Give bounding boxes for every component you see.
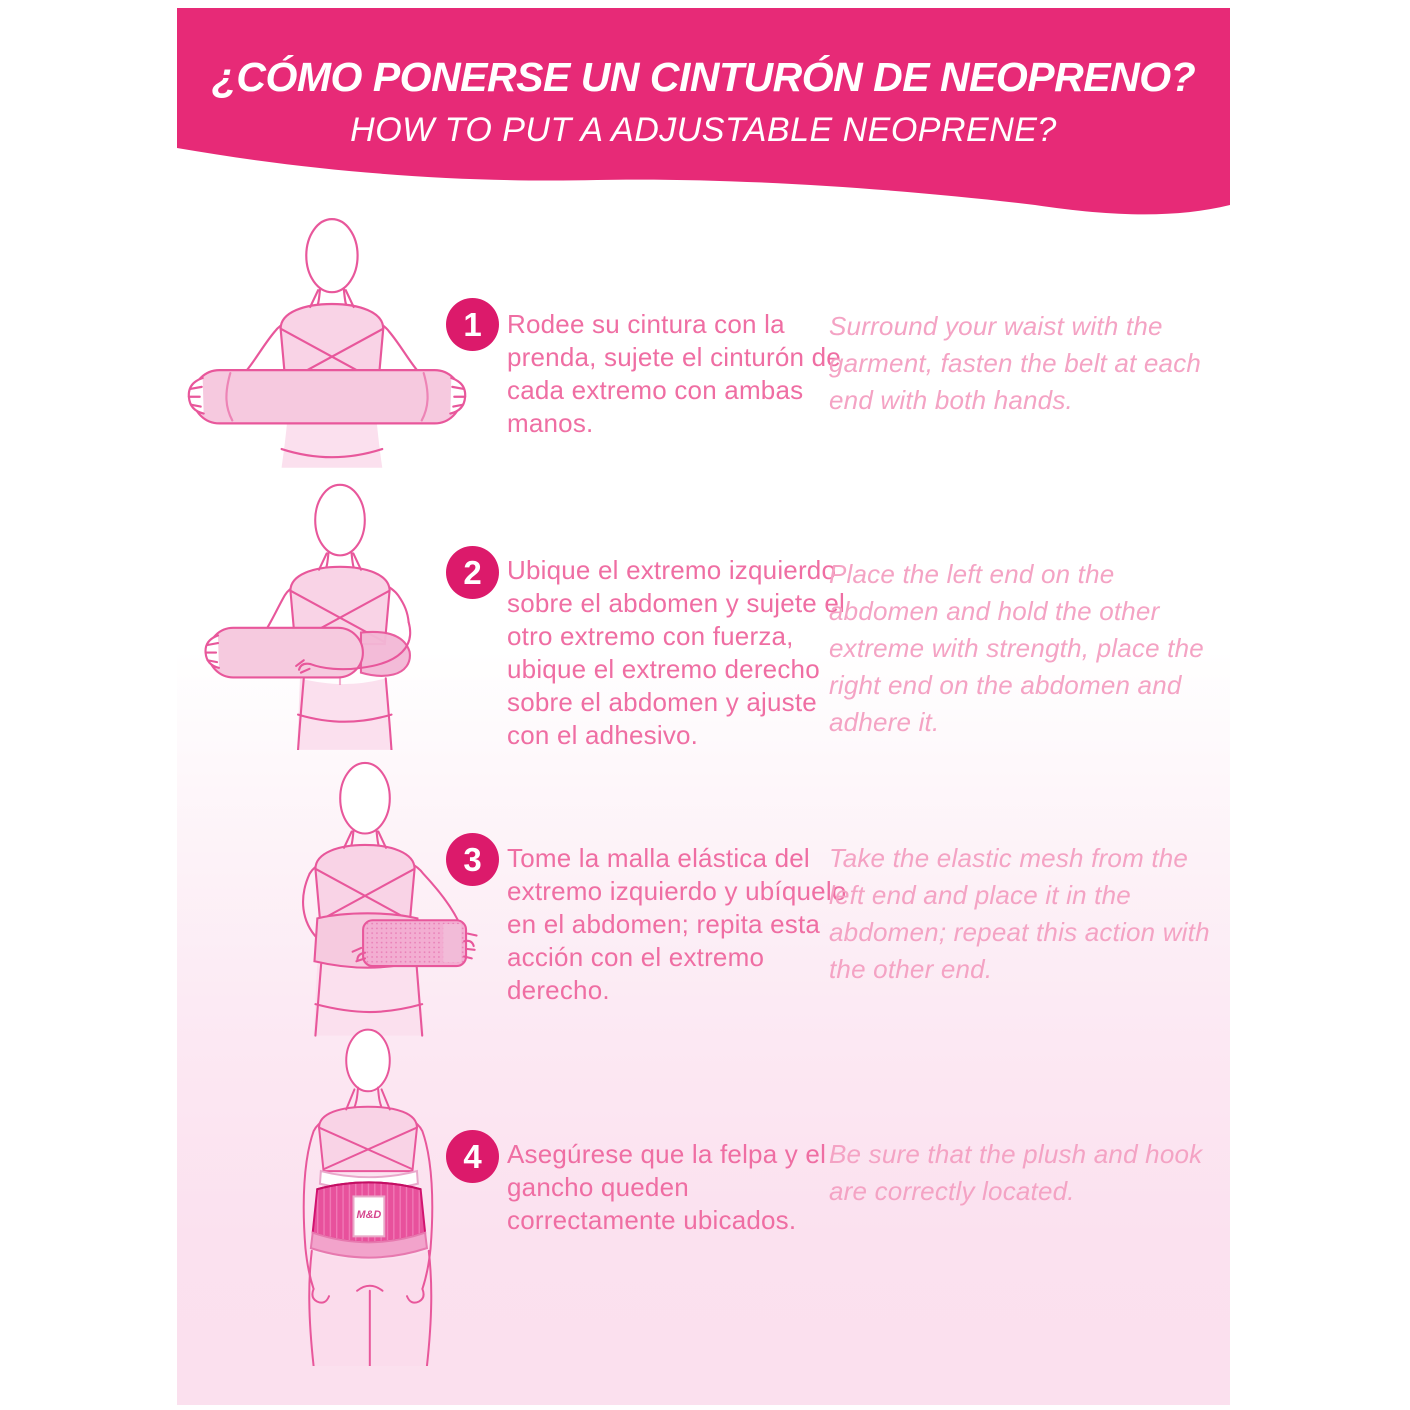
step-2-text-es: Ubique el extremo izquierdo sobre el abdomen y sujete el otro extremo con fuerza, ubique el extremo derecho sobre el abdomen y ajuste con el adhesivo. [507, 555, 846, 750]
page-title: ¿CÓMO PONERSE UN CINTURÓN DE NEOPRENO? [211, 54, 1196, 100]
step-4-text-es: Asegúrese que la felpa y el gancho queden correctamente ubicados. [507, 1139, 827, 1235]
step-4-number: 4 [463, 1137, 482, 1175]
step-1-number-badge [446, 298, 499, 351]
instruction-poster [177, 8, 1230, 1405]
step-3-number: 3 [463, 840, 482, 878]
step-2-illustration woman-wrapping-belt-icon [197, 478, 483, 750]
step-3-illustration woman-pulling-mesh-icon [222, 750, 508, 1040]
step-1-text-es: Rodee su cintura con la prenda, sujete el cinturón de cada extremo con ambas manos. [507, 309, 841, 438]
step-2-number: 2 [463, 553, 482, 591]
header-band [177, 8, 1230, 223]
step-4-number-badge [446, 1130, 499, 1183]
step-2-number-badge [446, 546, 499, 599]
step-3-text-es: Tome la malla elástica del extremo izquierdo y ubíquelo en el abdomen; repita esta acción con el extremo derecho. [507, 843, 847, 1005]
step-3-number-badge [446, 833, 499, 886]
step-1-text-en: Surround your waist with the garment, fasten the belt at each end with both hands. [829, 311, 1202, 415]
step-3-text-en: Take the elastic mesh from the left end and place it in the abdomen; repeat this action with the other end. [829, 843, 1210, 984]
belt-brand-label: M&D [356, 1209, 382, 1222]
step-1-number: 1 [463, 305, 482, 343]
step-2-text-en: Place the left end on the abdomen and hold the other extreme with strength, place the right end on the abdomen and adhere it. [829, 559, 1204, 737]
page-subtitle: HOW TO PUT A ADJUSTABLE NEOPRENE? [350, 111, 1057, 149]
step-4-illustration woman-wearing-belt-icon [232, 1026, 504, 1366]
step-1-illustration woman-stretching-belt-icon [179, 214, 475, 468]
step-4-text-en: Be sure that the plush and hook are correctly located. [829, 1139, 1203, 1206]
